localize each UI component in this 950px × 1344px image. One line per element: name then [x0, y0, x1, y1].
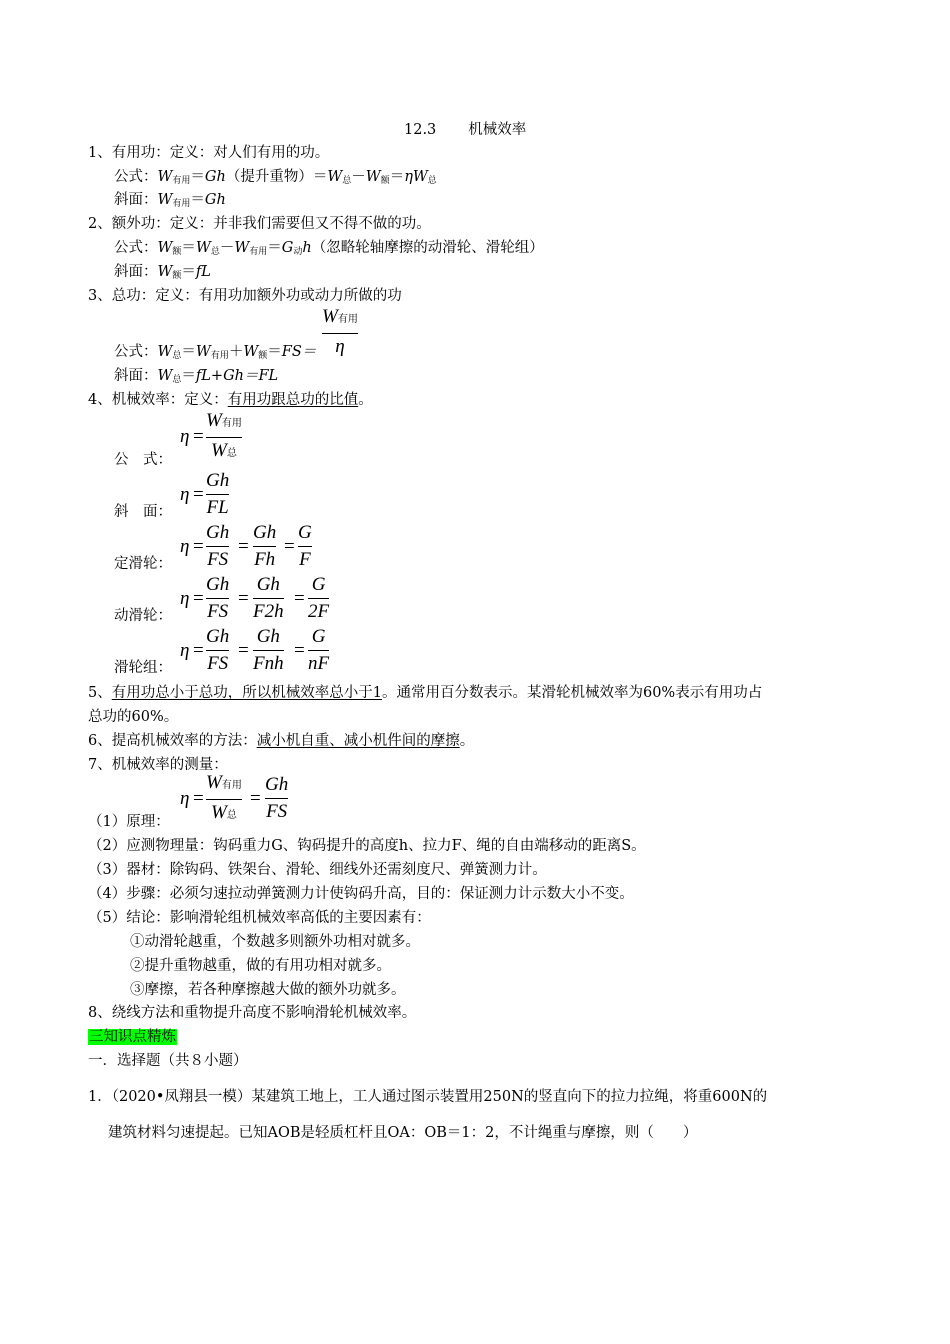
total-work-fraction: W有用 η	[322, 306, 358, 357]
improve-efficiency: 6、提高机械效率的方法：减小机自重、减小机件间的摩擦。	[88, 733, 475, 749]
label-moving-pulley: 动滑轮：	[114, 608, 172, 624]
eta-moving-fraction-2: Gh F2h	[253, 574, 284, 622]
efficiency-less-than-one: 5、有用功总小于总功，所以机械效率总小于1。通常用百分数表示。某滑轮机械效率为60%表示有用功占	[88, 685, 763, 701]
question-1-line-2: 建筑材料匀速提起。已知AOB是轻质杠杆且OA：OB＝1：2，不计绳重与摩擦，则（ ）	[108, 1125, 698, 1141]
principle-label: （1）原理：	[88, 814, 170, 830]
question-1-line-1: 1．（2020•凤翔县一模）某建筑工地上，工人通过图示装置用250N的竖直向下的拉力拉绳，将重600N的	[88, 1089, 768, 1105]
total-work-heading: 3、总功：定义：有用功加额外功或动力所做的功	[88, 288, 402, 304]
winding-method-note: 8、绕线方法和重物提升高度不影响滑轮机械效率。	[88, 1005, 417, 1021]
page-title: 12.3 机械效率	[404, 122, 527, 138]
label-formula: 公 式：	[114, 452, 172, 468]
eta-fixed-fraction-1: Gh FS	[206, 522, 230, 570]
efficiency-less-than-one-cont: 总功的60%。	[88, 709, 179, 725]
total-work-incline: 斜面：$W_总=fL+Gh=FL$	[114, 368, 279, 385]
eta-block-fraction-1: Gh FS	[206, 626, 230, 674]
principle-fraction-1: W有用 W总	[206, 772, 242, 823]
label-fixed-pulley: 定滑轮：	[114, 556, 172, 572]
label-incline: 斜 面：	[114, 504, 172, 520]
eta-formula-fraction: W有用 W总	[206, 410, 242, 461]
section-heading-highlight: 三知识点精炼	[89, 1029, 176, 1045]
eta-fixed-fraction-3: G F	[298, 522, 312, 570]
conclusion: （5）结论：影响滑轮组机械效率高低的主要因素有：	[88, 910, 431, 926]
quantities-measured: （2）应测物理量：钩码重力G、钩码提升的高度h、拉力F、绳的自由端移动的距离S。	[88, 838, 646, 854]
procedure: （4）步骤：必须匀速拉动弹簧测力计使钩码升高，目的：保证测力计示数大小不变。	[88, 886, 634, 902]
choice-questions-heading: 一．选择题（共８小题）	[88, 1053, 248, 1069]
extra-work-incline: 斜面：$W_额=fL$	[114, 264, 211, 281]
useful-work-incline: 斜面：$W_{有用}=Gh$	[114, 192, 226, 209]
useful-work-heading: 1、有用功：定义：对人们有用的功。	[88, 145, 330, 161]
total-work-formula: 公式：$W_总=W_{有用}+W_额=FS=$	[114, 344, 317, 361]
conclusion-item-1: ①动滑轮越重，个数越多则额外功相对就多。	[130, 934, 420, 950]
eta-block-fraction-2: Gh Fnh	[253, 626, 284, 674]
eta-block-fraction-3: G nF	[308, 626, 330, 674]
eta-moving-fraction-1: Gh FS	[206, 574, 230, 622]
efficiency-heading: 4、机械效率：定义：有用功跟总功的比值。	[88, 392, 373, 408]
eta-fixed-fraction-2: Gh Fh	[253, 522, 277, 570]
extra-work-formula: 公式：$W_额=W_总-W_{有用}=G_动h$（忽略轮轴摩擦的动滑轮、滑轮组）	[114, 240, 544, 257]
principle-fraction-2: Gh FS	[265, 774, 289, 822]
useful-work-formula: 公式：$W_{有用}=Gh$（提升重物）$=W_总-W_额=\eta W_总$	[114, 169, 437, 186]
measurement-heading: 7、机械效率的测量：	[88, 757, 228, 773]
equipment: （3）器材：除钩码、铁架台、滑轮、细线外还需刻度尺、弹簧测力计。	[88, 862, 547, 878]
eta-symbol: η	[180, 426, 190, 447]
eta-incline-fraction: Gh FL	[206, 470, 230, 518]
conclusion-item-2: ②提升重物越重，做的有用功相对就多。	[130, 958, 391, 974]
label-pulley-block: 滑轮组：	[114, 660, 172, 676]
eta-moving-fraction-3: G 2F	[308, 574, 330, 622]
conclusion-item-3: ③摩擦，若各种摩擦越大做的额外功就多。	[130, 982, 406, 998]
extra-work-heading: 2、额外功：定义：并非我们需要但又不得不做的功。	[88, 216, 431, 232]
document-page: 12.3 机械效率 1、有用功：定义：对人们有用的功。 公式：$W_{有用}=Gh$（提升重物）$=W_总-W_额=\eta W_总$ 斜面：$W_{有用}=Gh$ 2、额外功：定义：并非我们需要但又不得不做的功。 公式：$W_额=W_总-W_{有用}=G_动h$（忽略轮轴摩擦的动滑轮、滑轮组） 斜面：$W_额=fL$ 3、总功：定义：有用功加额外功或动力所做的功 W有用 η 公式：$W_总=W_{有用}+W_额=FS=$ 斜面：$W_总=fL+Gh=FL$ 4、机械效率：定义：有用功跟总功的比值。 η = W有用 W总 公 式： η = Gh FL 斜 面： η = Gh FS = Gh Fh = G F 定滑轮： η = Gh FS = Gh F2h = G 2F 动滑轮： η = Gh FS = Gh Fnh = G nF 滑轮组： 5、有用功总小于总功，所以机械效率总小于1。通常用百分数表示。某滑轮机械效率为60%表示有用功占 总功的60%。 6、提高机械效率的方法：减小机自重、减小机件间的摩擦。 7、机械效率的测量： η = W有用 W总 = Gh FS （1）原理： （2）应测物理量：钩码重力G、钩码提升的高度h、拉力F、绳的自由端移动的距离S。 （3）器材：除钩码、铁架台、滑轮、细线外还需刻度尺、弹簧测力计。 （4）步骤：必须匀速拉动弹簧测力计使钩码升高，目的：保证测力计示数大小不变。 （5）结论：影响滑轮组机械效率高低的主要因素有： ①动滑轮越重，个数越多则额外功相对就多。 ②提升重物越重，做的有用功相对就多。 ③摩擦，若各种摩擦越大做的额外功就多。 8、绕线方法和重物提升高度不影响滑轮机械效率。 三知识点精炼 一．选择题（共８小题） 1．（2020•凤翔县一模）某建筑工地上，工人通过图示装置用250N的竖直向下的拉力拉绳，将重600N的 建筑材料匀速提起。已知AOB是轻质杠杆且OA：OB＝1：2，不计绳重与摩擦，则（ ）	[88, 122, 768, 1141]
